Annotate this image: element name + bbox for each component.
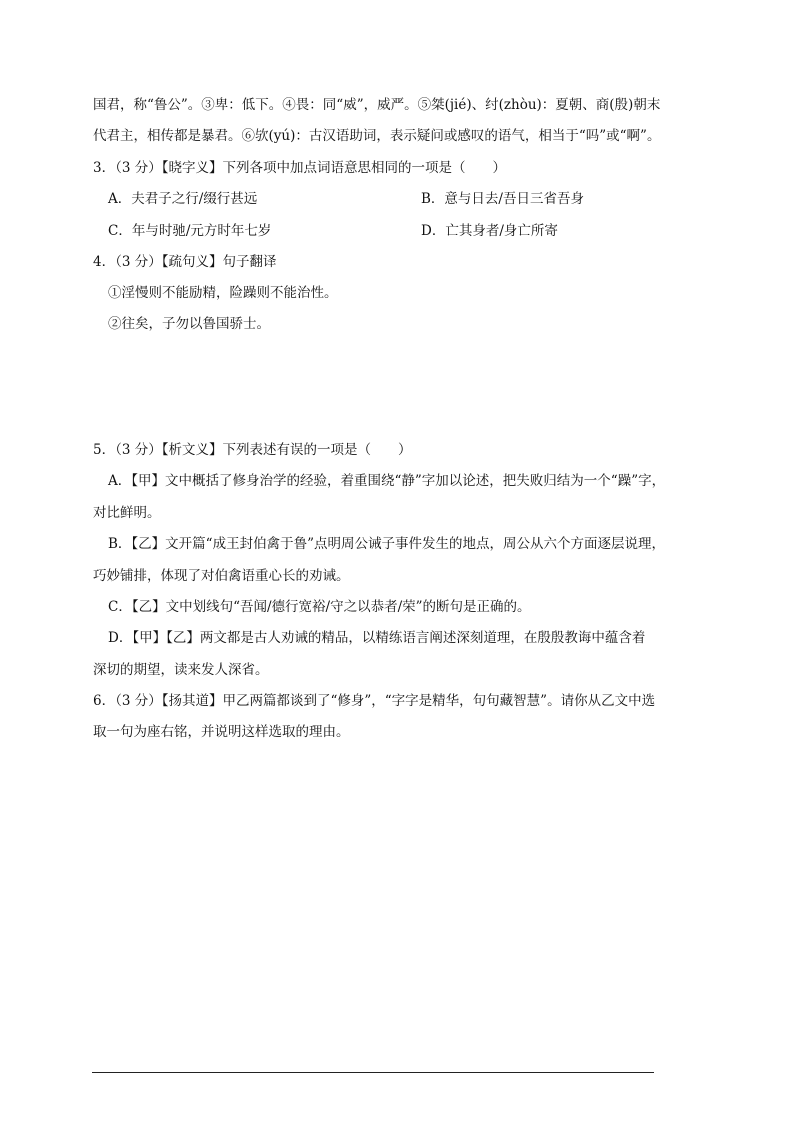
question-stem: 5．（3 分）【析文义】下列表述有误的一项是（ ）	[93, 442, 412, 458]
option-b: B．意与日去/吾日三省吾身	[421, 191, 584, 207]
option-d-cont: 深切的期望，读来发人深省。	[93, 662, 269, 678]
question-stem-cont: 取一句为座右铭，并说明这样选取的理由。	[93, 724, 350, 740]
question-stem: 3．（3 分）【晓字义】下列各项中加点词语意思相同的一项是（ ）	[93, 160, 506, 176]
option-c: C．【乙】文中划线句“吾闻/德行宽裕/守之以恭者/荣”的断句是正确的。	[108, 599, 531, 615]
sentence-1: ①淫慢则不能励精，险躁则不能治性。	[108, 285, 338, 301]
option-b-cont: 巧妙铺排，体现了对伯禽语重心长的劝诫。	[93, 568, 350, 584]
footer-divider	[92, 1072, 654, 1073]
note-line: 国君，称“鲁公”。③卑：低下。④畏：同“威”，威严。⑤桀(jié)、纣(zhòu)：夏朝、商(殷)朝末	[93, 97, 661, 113]
option-c: C．年与时驰/元方时年七岁	[108, 223, 272, 239]
option-a-cont: 对比鲜明。	[93, 505, 161, 521]
option-d: D．【甲】【乙】两文都是古人劝诫的精品，以精练语言阐述深刻道理，在殷殷教诲中蕴含着	[108, 630, 646, 646]
question-stem: 6．（3 分）【扬其道】甲乙两篇都谈到了“修身”，“字字是精华，句句藏智慧”。请你从乙文中选	[93, 693, 656, 709]
sentence-2: ②往矣，子勿以鲁国骄士。	[108, 316, 270, 332]
note-line: 代君主，相传都是暴君。⑥欤(yú)：古汉语助词，表示疑问或感叹的语气，相当于“吗”或“啊”。	[93, 128, 661, 144]
option-d: D．亡其身者/身亡所寄	[421, 223, 558, 239]
question-stem: 4．（3 分）【疏句义】句子翻译	[93, 254, 277, 270]
option-a: A．夫君子之行/缀行甚远	[108, 191, 258, 207]
option-a: A．【甲】文中概括了修身治学的经验，着重围绕“静”字加以论述，把失败归结为一个“躁”字，	[108, 473, 666, 489]
option-b: B．【乙】文开篇“成王封伯禽于鲁”点明周公诫子事件发生的地点，周公从六个方面逐层说理，	[108, 536, 665, 552]
